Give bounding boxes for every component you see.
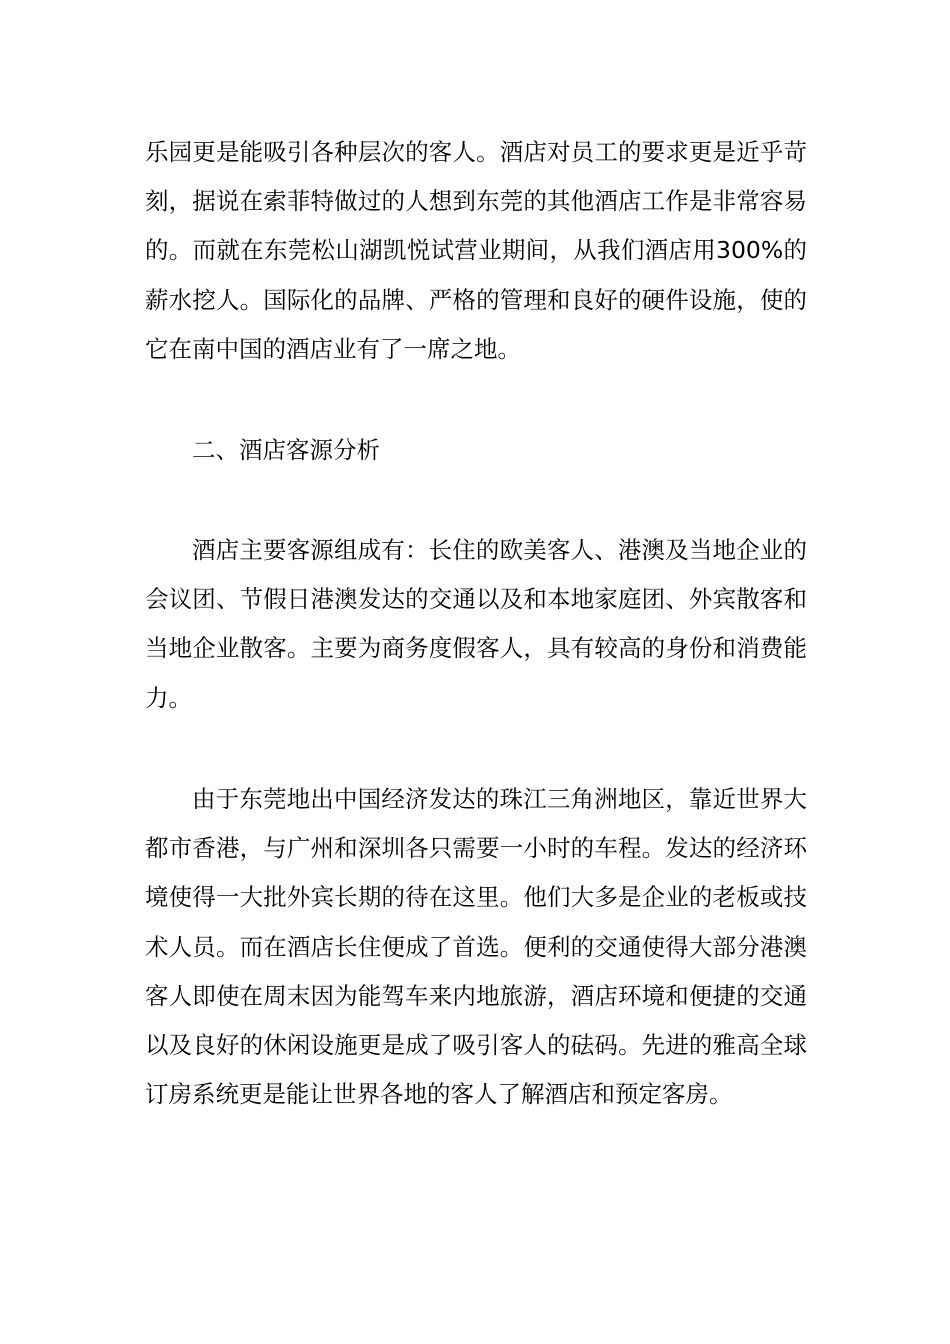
body-paragraph-continuation: 乐园更是能吸引各种层次的客人。酒店对员工的要求更是近乎苛刻，据说在索菲特做过的人想到东莞的其他酒店工作是非常容易的。而就在东莞松山湖凯悦试营业期间，从我们酒店用300%的薪水挖人。国际化的品牌、严格的管理和良好的硬件设施，使的它在南中国的酒店业有了一席之地。 xyxy=(145,138,807,363)
section-heading: 二、酒店客源分析 xyxy=(192,436,380,464)
body-paragraph-guest-sources: 酒店主要客源组成有：长住的欧美客人、港澳及当地企业的会议团、节假日港澳发达的交通以及和本地家庭团、外宾散客和当地企业散客。主要为商务度假客人，具有较高的身份和消费能力。 xyxy=(145,536,807,712)
body-paragraph-location: 由于东莞地出中国经济发达的珠江三角洲地区，靠近世界大都市香港，与广州和深圳各只需要一小时的车程。发达的经济环境使得一大批外宾长期的待在这里。他们大多是企业的老板或技术人员。而在酒店长住便成了首选。便利的交通使得大部分港澳客人即使在周末因为能驾车来内地旅游，酒店环境和便捷的交通以及良好的休闲设施更是成了吸引客人的砝码。先进的雅高全球订房系统更是能让世界各地的客人了解酒店和预定客房。 xyxy=(145,785,807,1109)
